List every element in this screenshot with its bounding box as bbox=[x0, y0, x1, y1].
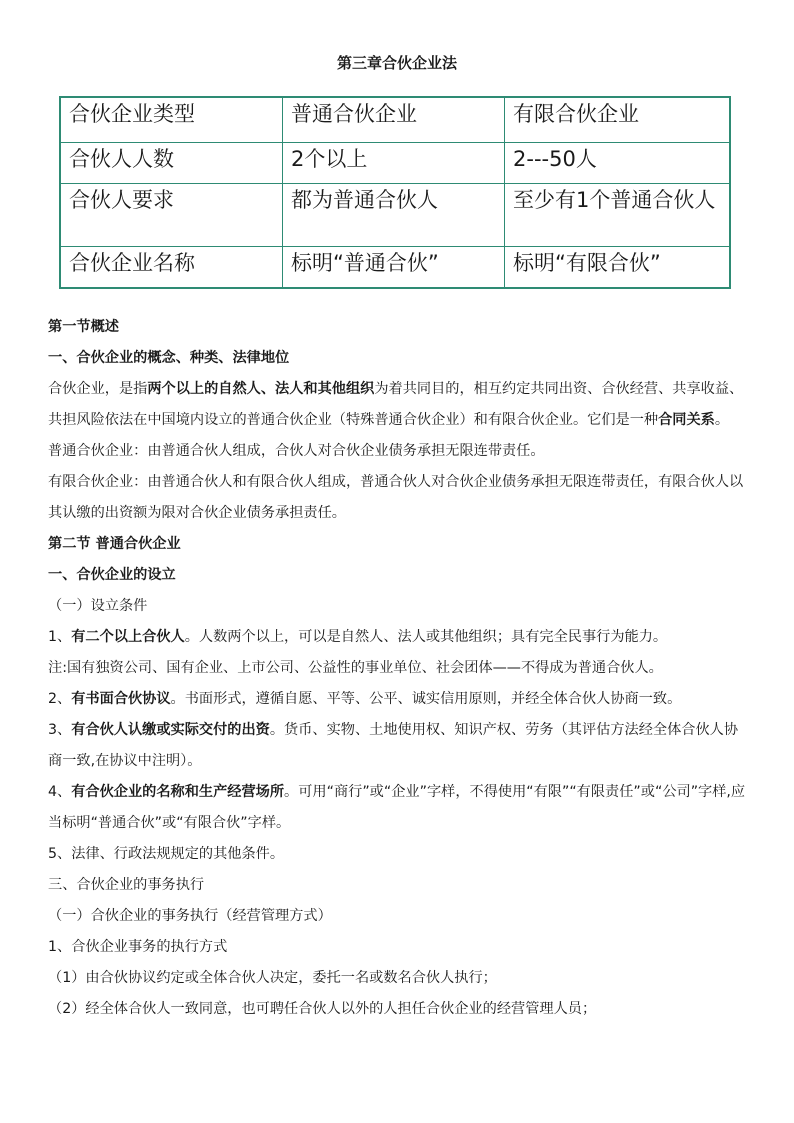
table-cell: 合伙企业名称 bbox=[60, 247, 283, 289]
section-heading: 第一节概述 bbox=[48, 319, 119, 335]
sub-subsection-heading: （一）设立条件 bbox=[48, 598, 148, 614]
table-cell: 至少有1个普通合伙人 bbox=[505, 184, 731, 247]
condition-note: 注:国有独资公司、国有企业、上市公司、公益性的事业单位、社会团体——不得成为普通合伙人。 bbox=[48, 660, 663, 676]
condition-item: 3、有合伙人认缴或实际交付的出资。货币、实物、土地使用权、知识产权、劳务（其评估方法经全体合伙人协商一致,在协议中注明）。 bbox=[48, 722, 739, 769]
subsection-heading: 三、合伙企业的事务执行 bbox=[48, 877, 205, 893]
table-cell: 2---50人 bbox=[505, 143, 731, 184]
sub-subsection-heading: （一）合伙企业的事务执行（经营管理方式） bbox=[48, 908, 332, 924]
comparison-table bbox=[59, 96, 731, 289]
list-item: （2）经全体合伙人一致同意，也可聘任合伙人以外的人担任合伙企业的经营管理人员； bbox=[48, 1001, 597, 1017]
page-title: 第三章合伙企业法 bbox=[336, 54, 457, 72]
table-row bbox=[60, 143, 730, 184]
table-row bbox=[60, 97, 730, 143]
condition-item: 1、有二个以上合伙人。人数两个以上，可以是自然人、法人或其他组织；具有完全民事行为能力。 bbox=[48, 629, 668, 645]
table-cell: 2个以上 bbox=[283, 143, 505, 184]
table-row bbox=[60, 247, 730, 289]
table-cell: 合伙人要求 bbox=[60, 184, 283, 247]
document-body bbox=[48, 312, 748, 1025]
section-heading: 第二节 普通合伙企业 bbox=[48, 536, 181, 552]
table-cell: 合伙企业类型 bbox=[60, 97, 283, 143]
paragraph-general-partnership: 普通合伙企业：由普通合伙人组成，合伙人对合伙企业债务承担无限连带责任。 bbox=[48, 443, 545, 459]
condition-item: 4、有合伙企业的名称和生产经营场所。可用“商行”或“企业”字样，不得使用“有限”“有限责任”或“公司”字样,应当标明“普通合伙”或“有限合伙”字样。 bbox=[48, 784, 746, 831]
paragraph-limited-partnership: 有限合伙企业：由普通合伙人和有限合伙人组成，普通合伙人对合伙企业债务承担无限连带责任，有限合伙人以其认缴的出资额为限对合伙企业债务承担责任。 bbox=[48, 474, 744, 521]
list-item: 1、合伙企业事务的执行方式 bbox=[48, 939, 228, 955]
table-row bbox=[60, 184, 730, 247]
subsection-heading: 一、合伙企业的设立 bbox=[48, 567, 176, 583]
paragraph-definition: 合伙企业，是指两个以上的自然人、法人和其他组织为着共同目的，相互约定共同出资、合伙经营、共享收益、共担风险依法在中国境内设立的普通合伙企业（特殊普通合伙企业）和有限合伙企业。它们是一种合同关系。 bbox=[48, 381, 744, 428]
list-item: （1）由合伙协议约定或全体合伙人决定，委托一名或数名合伙人执行； bbox=[48, 970, 497, 986]
table-cell: 有限合伙企业 bbox=[505, 97, 731, 143]
table-cell: 标明“有限合伙” bbox=[505, 247, 731, 289]
condition-item: 5、法律、行政法规规定的其他条件。 bbox=[48, 846, 285, 862]
subsection-heading: 一、合伙企业的概念、种类、法律地位 bbox=[48, 350, 290, 366]
table-cell: 都为普通合伙人 bbox=[283, 184, 505, 247]
table-cell: 合伙人人数 bbox=[60, 143, 283, 184]
table-cell: 普通合伙企业 bbox=[283, 97, 505, 143]
table-cell: 标明“普通合伙” bbox=[283, 247, 505, 289]
condition-item: 2、有书面合伙协议。书面形式，遵循自愿、平等、公平、诚实信用原则，并经全体合伙人协商一致。 bbox=[48, 691, 682, 707]
